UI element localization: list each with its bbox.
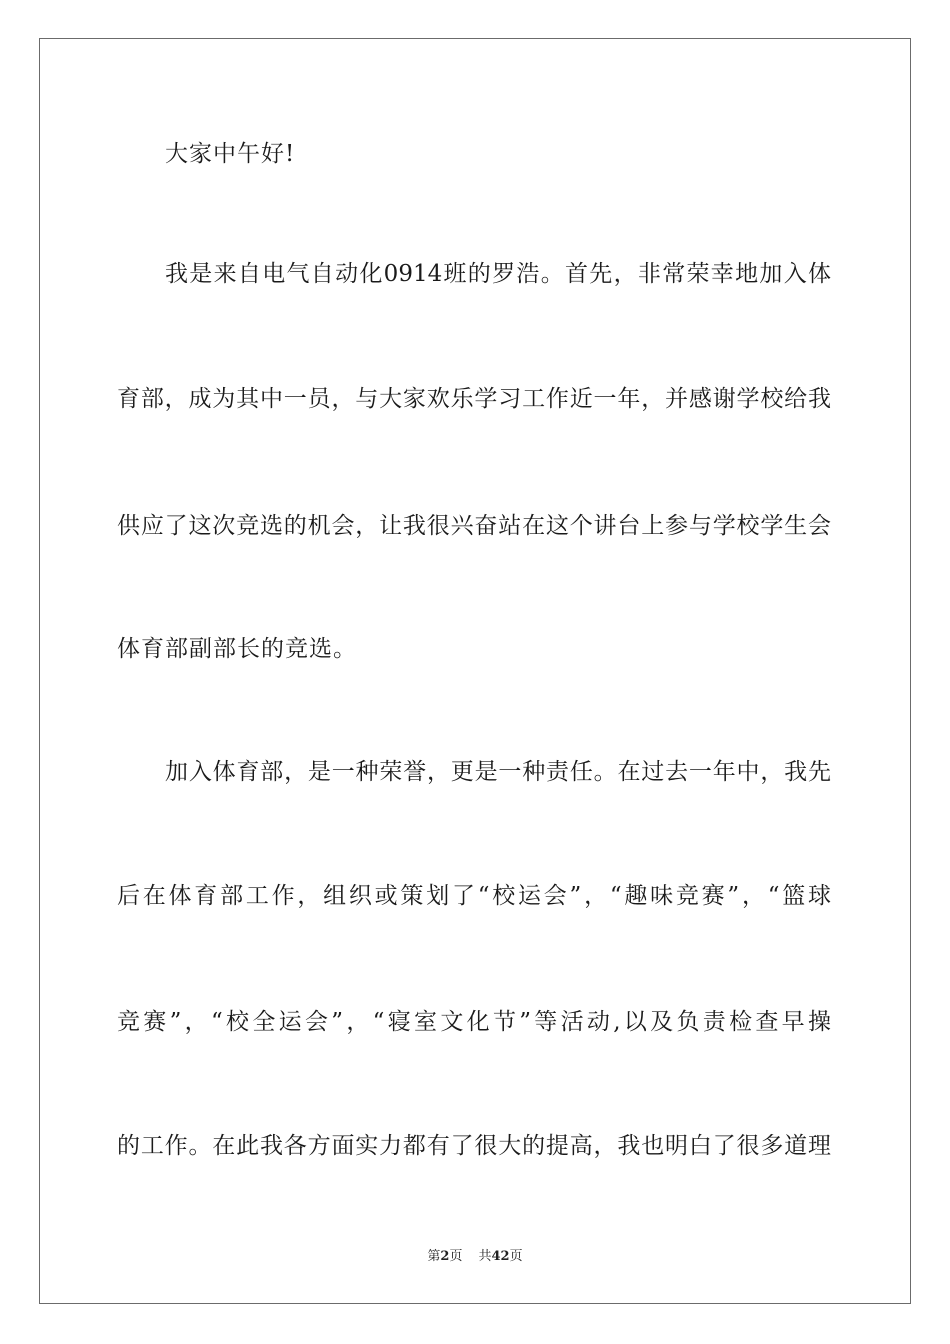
total-suffix: 页 [509, 1249, 523, 1264]
greeting-line: 大家中午好! [165, 141, 296, 167]
page-prefix: 第 [427, 1249, 441, 1264]
page-number: 2 [440, 1249, 450, 1264]
paragraph-2-line-1: 加入体育部，是一种荣誉，更是一种责任。在过去一年中，我先 [165, 759, 831, 785]
page-suffix: 页 [449, 1249, 463, 1264]
page-footer [0, 1248, 950, 1266]
paragraph-2-line-2: 后在体育部工作，组织或策划了“校运会”，“趣味竞赛”，“篮球 [117, 883, 831, 909]
paragraph-1-line-2: 育部，成为其中一员，与大家欢乐学习工作近一年，并感谢学校给我 [117, 386, 831, 412]
paragraph-2-line-4: 的工作。在此我各方面实力都有了很大的提高，我也明白了很多道理 [117, 1133, 831, 1159]
paragraph-2-line-3: 竞赛”，“校全运会”，“寝室文化节”等活动,以及负责检查早操 [117, 1009, 831, 1035]
paragraph-1-line-3: 供应了这次竞选的机会，让我很兴奋站在这个讲台上参与学校学生会 [117, 513, 831, 539]
paragraph-1-line-1: 我是来自电气自动化0914班的罗浩。首先，非常荣幸地加入体 [165, 261, 831, 287]
paragraph-1-line-4: 体育部副部长的竞选。 [117, 636, 357, 662]
total-prefix: 共 [478, 1249, 492, 1264]
page-border [39, 38, 911, 1304]
total-pages: 42 [491, 1249, 510, 1264]
